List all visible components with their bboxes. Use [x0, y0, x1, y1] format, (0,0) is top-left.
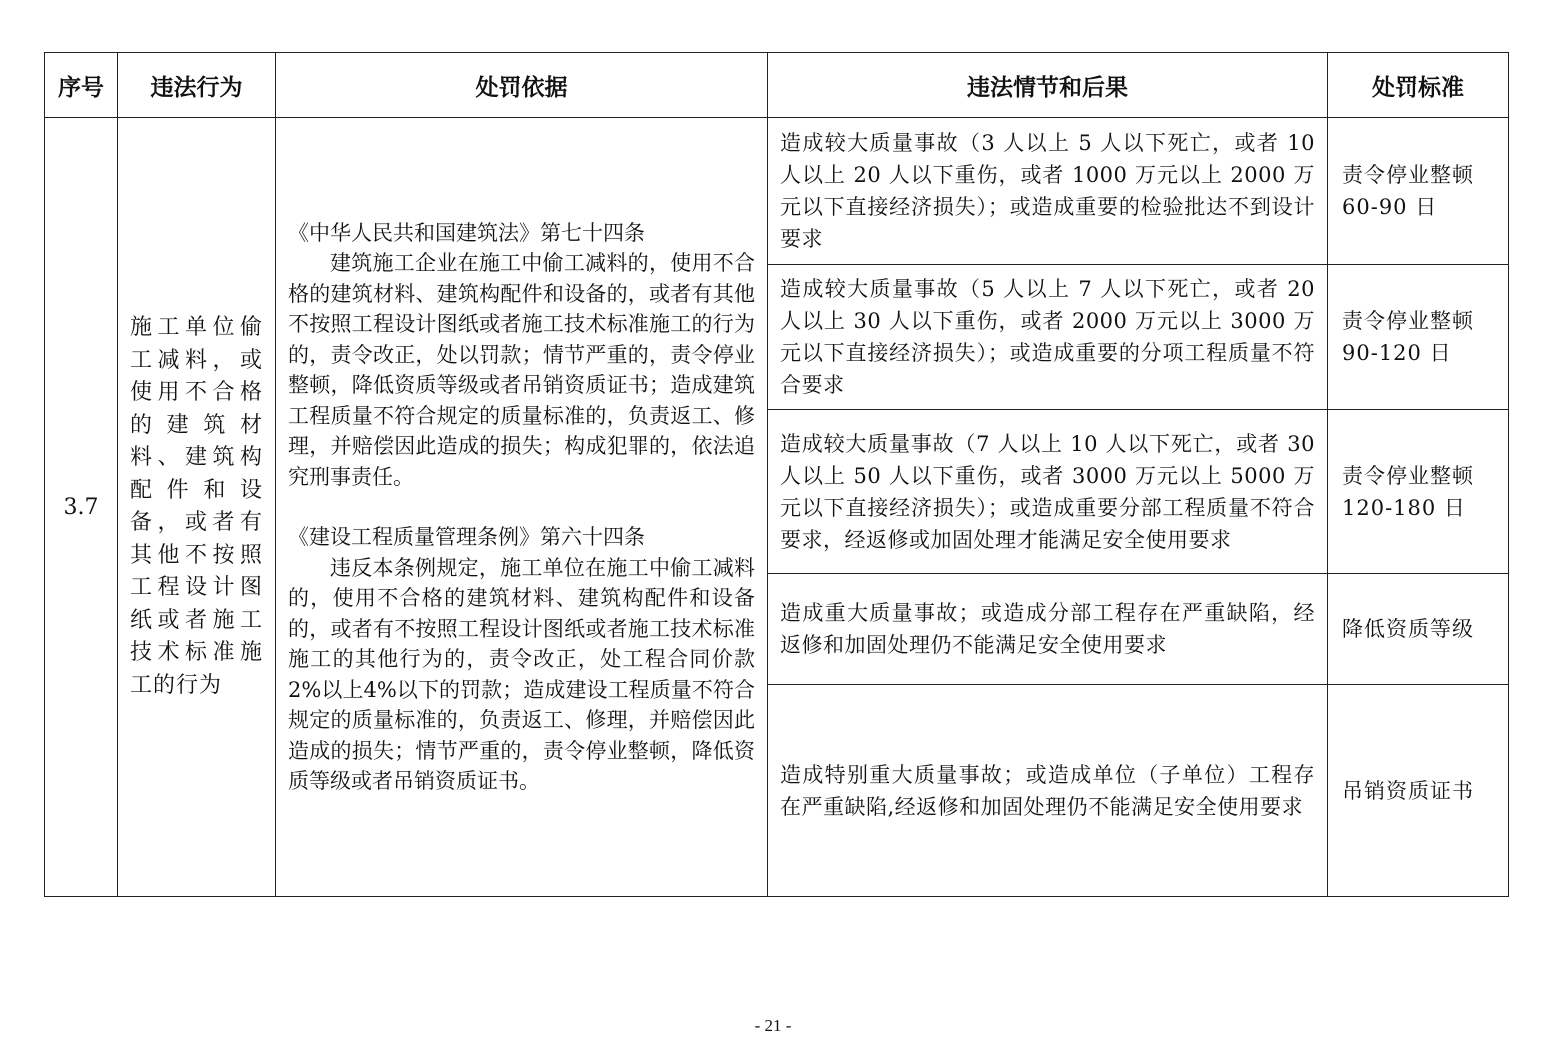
violation-line: 使用不合格 — [130, 380, 263, 405]
header-violation: 违法行为 — [118, 53, 276, 118]
header-number: 序号 — [45, 53, 118, 118]
violation-cell — [118, 118, 276, 897]
violation-line: 备，或者有 — [130, 510, 263, 535]
violation-line: 料、建筑构 — [130, 445, 263, 470]
violation-line: 技术标准施 — [130, 640, 263, 665]
penalty-cell: 责令停业整顿 120-180 日 — [1328, 410, 1509, 574]
page-number: - 21 - — [754, 1016, 792, 1035]
law1-title: 《中华人民共和国建筑法》第七十四条 — [288, 220, 645, 245]
violation-line: 施工单位偷 — [130, 315, 263, 340]
violation-line: 工的行为 — [130, 672, 223, 698]
violation-line: 的建筑材 — [130, 412, 263, 438]
law2-text: 违反本条例规定，施工单位在施工中偷工减料的，使用不合格的建筑材料、建筑构配件和设备的，或者有不按照工程设计图纸或者施工技术标准施工的其他行为的，责令改正，处工程合同价款2%以上4%以下的罚款；造成建设工程质量不符合规定的质量标准的，负责返工、修理，并赔偿因此造成的损失；情节严重的，责令停业整顿，降低资质等级或者吊销资质证书。 — [288, 555, 755, 793]
table-row — [45, 118, 1509, 265]
violation-line: 工减料，或 — [130, 347, 263, 373]
row-number: 3.7 — [45, 118, 118, 897]
violation-line: 配件和设 — [130, 477, 263, 503]
consequence-cell: 造成较大质量事故（7 人以上 10 人以下死亡，或者 30 人以上 50 人以下重伤，或者 3000 万元以上 5000 万元以下直接经济损失）；或造成重要分部工程质量不符合要求，经返修或加固处理才能满足安全使用要求 — [768, 410, 1328, 574]
consequence-cell: 造成较大质量事故（3 人以上 5 人以下死亡，或者 10 人以上 20 人以下重伤，或者 1000 万元以上 2000 万元以下直接经济损失）；或造成重要的检验批达不到设计要求 — [768, 118, 1328, 265]
consequence-cell: 造成特别重大质量事故；或造成单位（子单位）工程存在严重缺陷,经返修和加固处理仍不能满足安全使用要求 — [768, 685, 1328, 897]
header-penalty: 处罚标准 — [1328, 53, 1509, 118]
header-basis: 处罚依据 — [276, 53, 768, 118]
violation-line: 工程设计图 — [130, 575, 263, 600]
header-consequence: 违法情节和后果 — [768, 53, 1328, 118]
penalty-cell: 责令停业整顿 90-120 日 — [1328, 265, 1509, 410]
law1-text: 建筑施工企业在施工中偷工减料的，使用不合格的建筑材料、建筑构配件和设备的，或者有其他不按照工程设计图纸或者施工技术标准施工的行为的，责令改正，处以罚款；情节严重的，责令停业整顿，降低资质等级或者吊销资质证书；造成建筑工程质量不符合规定的质量标准的，负责返工、修理，并赔偿因此造成的损失；构成犯罪的，依法追究刑事责任。 — [288, 251, 755, 489]
violation-line: 其他不按照 — [130, 542, 263, 568]
paragraph-gap — [288, 492, 755, 522]
consequence-cell: 造成较大质量事故（5 人以上 7 人以下死亡，或者 20 人以上 30 人以下重伤，或者 2000 万元以上 3000 万元以下直接经济损失）；或造成重要的分项工程质量不符合要求 — [768, 265, 1328, 410]
penalty-cell: 吊销资质证书 — [1328, 685, 1509, 897]
penalty-table — [44, 52, 1509, 897]
header-row — [45, 53, 1509, 118]
penalty-cell: 责令停业整顿 60-90 日 — [1328, 118, 1509, 265]
basis-cell — [276, 118, 768, 897]
consequence-cell: 造成重大质量事故；或造成分部工程存在严重缺陷，经返修和加固处理仍不能满足安全使用要求 — [768, 574, 1328, 685]
violation-line: 纸或者施工 — [130, 607, 263, 633]
penalty-cell: 降低资质等级 — [1328, 574, 1509, 685]
law2-title: 《建设工程质量管理条例》第六十四条 — [288, 525, 645, 549]
